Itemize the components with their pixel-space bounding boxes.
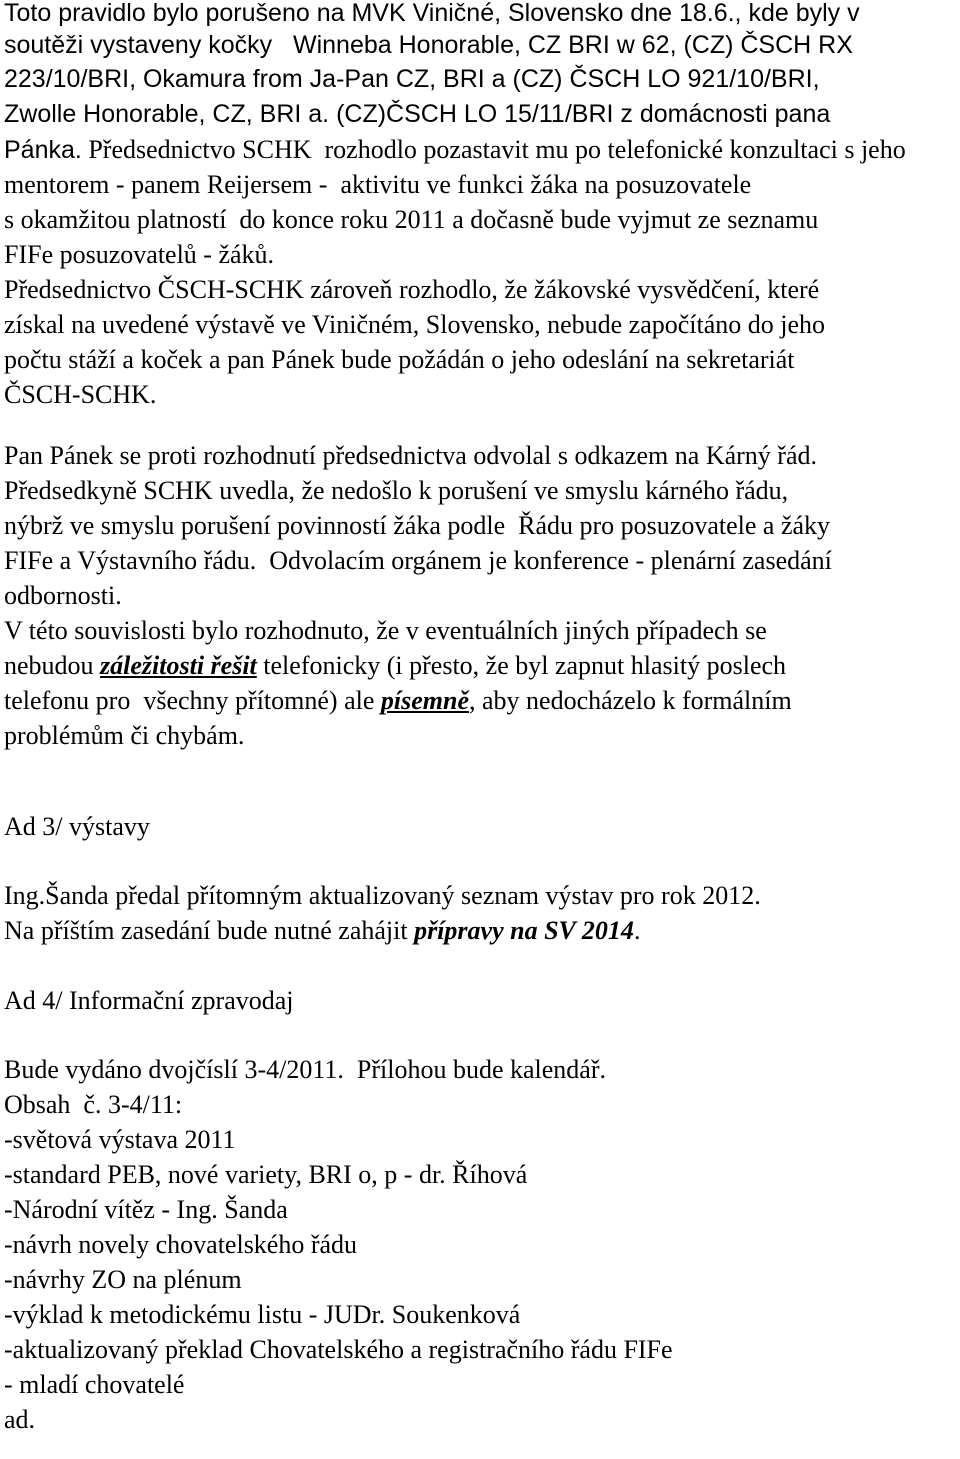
- appeal-line-1: Pan Pánek se proti rozhodnutí předsednictva odvolal s odkazem na Kárný řád.: [4, 441, 817, 470]
- decision-line-4: problémům či chybám.: [4, 721, 245, 750]
- suspension-line-2: mentorem - panem Reijersem - aktivitu ve funkci žáka na posuzovatele: [4, 170, 752, 199]
- section-4-line-1: Bude vydáno dvojčíslí 3-4/2011. Přílohou bude kalendář.: [4, 1055, 606, 1084]
- appeal-line-3: nýbrž ve smyslu porušení povinností žáka podle Řádu pro posuzovatele a žáky: [4, 511, 831, 540]
- certificate-line-1: Předsednictvo ČSCH-SCHK zároveň rozhodlo, že žákovské vysvědčení, které: [4, 275, 820, 304]
- section-3-line-1: Ing.Šanda předal přítomným aktualizovaný seznam výstav pro rok 2012.: [4, 881, 761, 910]
- decision-line-3-end: , aby nedocházelo k formálním: [468, 686, 792, 715]
- section-4-line-3: -světová výstava 2011: [4, 1125, 236, 1154]
- certificate-line-2: získal na uvedené výstavě ve Viničném, Slovensko, nebude započítáno do jeho: [4, 310, 826, 339]
- intro-line-4: Zwolle Honorable, CZ, BRI a. (CZ)ČSCH LO 15/11/BRI z domácnosti pana: [4, 100, 831, 128]
- appeal-line-2: Předsedkyně SCHK uvedla, že nedošlo k porušení ve smyslu kárného řádu,: [4, 476, 789, 505]
- section-4-line-6: -návrh novely chovatelského řádu: [4, 1230, 358, 1259]
- decision-line-2-end: telefonicky (i přesto, že byl zapnut hlasitý poslech: [256, 651, 787, 680]
- decision-emphasis-1: záležitosti řešit: [100, 651, 257, 680]
- appeal-line-4: FIFe a Výstavního řádu. Odvolacím orgánem je konference - plenární zasedání: [4, 546, 832, 575]
- section-3-line-2-start: Na příštím zasedání bude nutné zahájit: [4, 916, 415, 945]
- section-4-line-7: -návrhy ZO na plénum: [4, 1265, 242, 1294]
- certificate-line-4: ČSCH-SCHK.: [4, 380, 157, 409]
- decision-line-1: V této souvislosti bylo rozhodnuto, že v eventuálních jiných případech se: [4, 616, 767, 645]
- decision-line-3: [4, 684, 792, 718]
- section-3-line-2-end: .: [633, 916, 641, 945]
- section-4-line-4: -standard PEB, nové variety, BRI o, p - dr. Říhová: [4, 1160, 528, 1189]
- intro-line-3: 223/10/BRI, Okamura from Ja-Pan CZ, BRI a (CZ) ČSCH LO 921/10/BRI,: [4, 65, 820, 93]
- section-3-emphasis: přípravy na SV 2014: [414, 916, 634, 945]
- section-4-line-8: -výklad k metodickému listu - JUDr. Soukenková: [4, 1300, 521, 1329]
- decision-line-2: [4, 649, 786, 683]
- decision-emphasis-2: písemně: [380, 686, 469, 715]
- decision-line-2-start: nebudou: [4, 651, 101, 680]
- section-4-line-2: Obsah č. 3-4/11:: [4, 1090, 183, 1119]
- section-3-heading: Ad 3/ výstavy: [4, 812, 150, 841]
- suspension-line-3: s okamžitou platností do konce roku 2011 a dočasně bude vyjmut ze seznamu: [4, 205, 819, 234]
- intro-line-5-start: Pánka.: [4, 136, 82, 164]
- section-4-line-5: -Národní vítěz - Ing. Šanda: [4, 1195, 288, 1224]
- appeal-line-5: odbornosti.: [4, 581, 122, 610]
- section-4-heading: Ad 4/ Informační zpravodaj: [4, 986, 294, 1015]
- suspension-line-4: FIFe posuzovatelů - žáků.: [4, 240, 275, 269]
- suspension-line-1: Předsednictvo SCHK rozhodlo pozastavit mu po telefonické konzultaci s jeho: [81, 135, 906, 164]
- intro-line-1: Toto pravidlo bylo porušeno na MVK Viničné, Slovensko dne 18.6., kde byly v: [4, 0, 860, 27]
- section-4-line-10: - mladí chovatelé: [4, 1370, 185, 1399]
- section-3-line-2: [4, 914, 640, 948]
- section-4-line-9: -aktualizovaný překlad Chovatelského a registračního řádu FIFe: [4, 1335, 673, 1364]
- decision-line-3-start: telefonu pro všechny přítomné) ale: [4, 686, 381, 715]
- intro-line-2: soutěži vystaveny kočky Winneba Honorable, CZ BRI w 62, (CZ) ČSCH RX: [4, 31, 853, 59]
- intro-line-5: [4, 133, 906, 171]
- section-4-line-11: ad.: [4, 1405, 36, 1434]
- certificate-line-3: počtu stáží a koček a pan Pánek bude požádán o jeho odeslání na sekretariát: [4, 345, 795, 374]
